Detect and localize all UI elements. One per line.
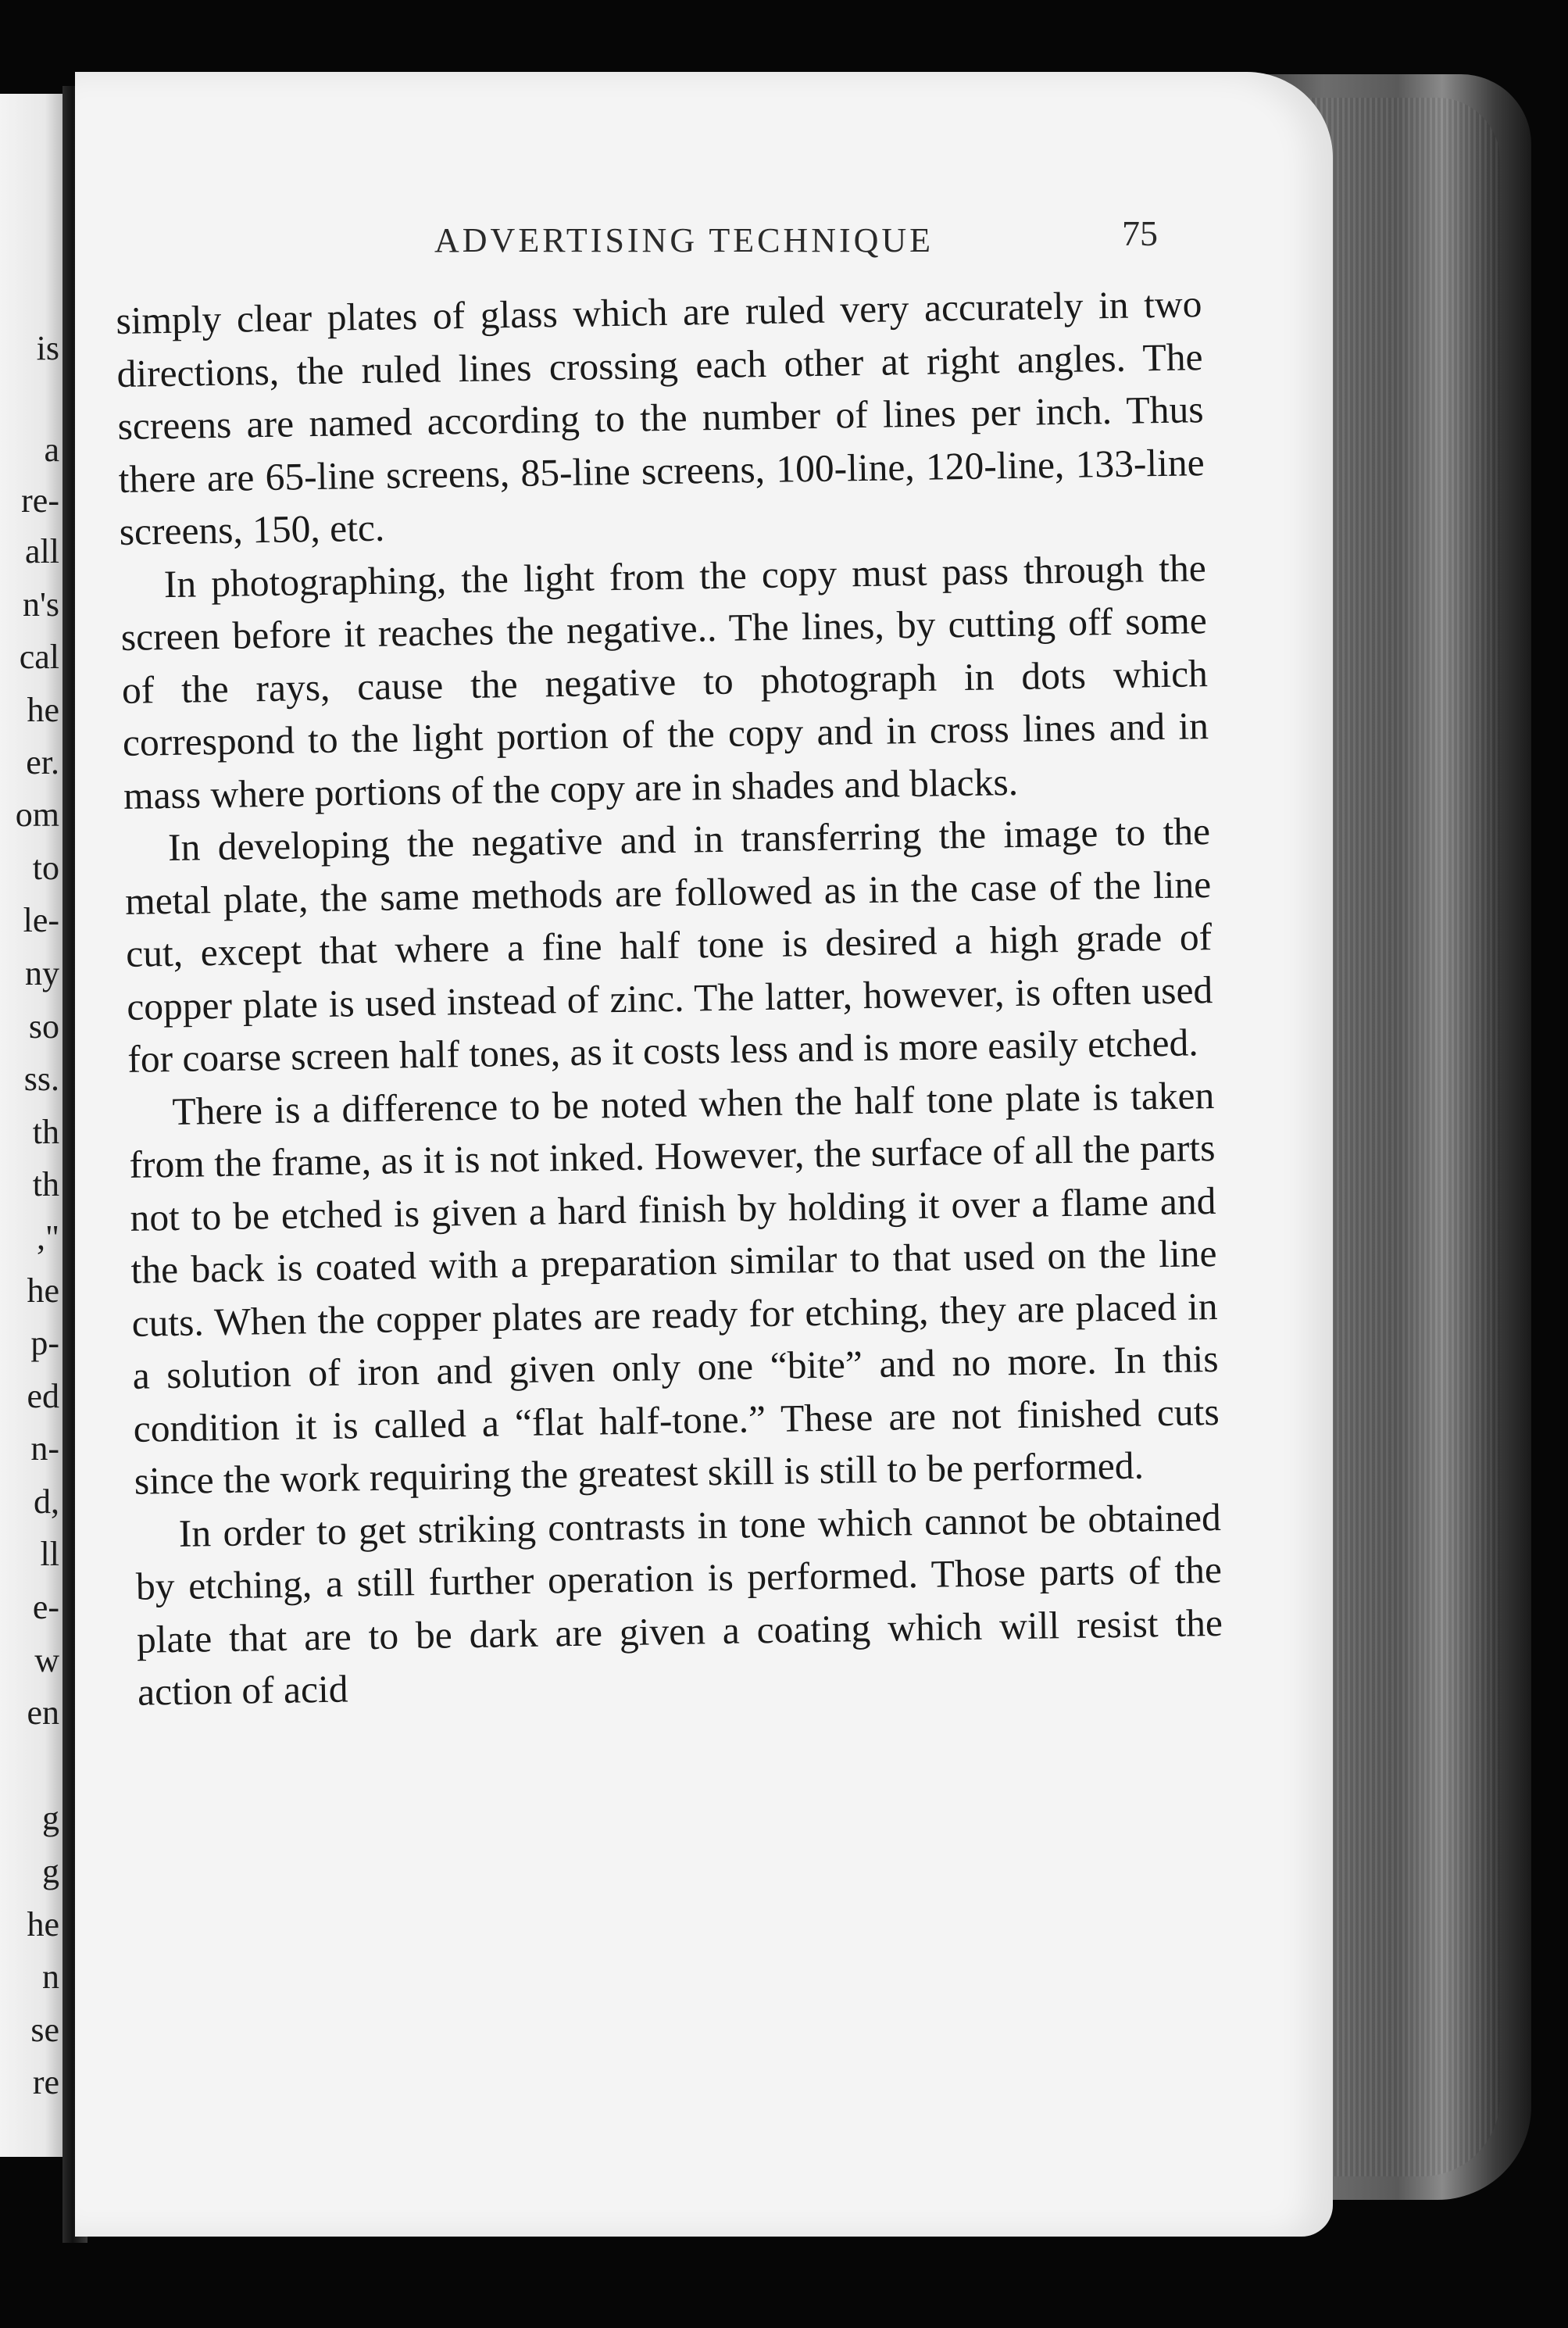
left-page-fragment: so bbox=[28, 1007, 59, 1046]
left-page-fragment: n's bbox=[22, 585, 59, 624]
paragraph: In photographing, the light from the copy must pass through the screen before it reaches the negative.. The lines, by cutting off some of the rays, cause the negative to photograph in dots which correspond to the light portion of the copy and in cross lines and in mass where portions of the copy are in shades and blacks. bbox=[120, 545, 1209, 817]
left-page-fragment: om bbox=[15, 796, 59, 834]
left-page-fragment: to bbox=[32, 849, 59, 887]
left-page-fragment: le- bbox=[23, 901, 59, 939]
paragraph: In developing the negative and in transferring the image to the metal plate, the same methods are followed as in the case of the line cut, except that where a fine half tone is desired a high grade of copper plate is used instead of zinc. The latter, however, is often used for coarse screen half tones, as it costs less and is more easily etched. bbox=[124, 810, 1213, 1081]
left-page-fragment: er. bbox=[26, 743, 59, 781]
page-number: 75 bbox=[1122, 213, 1158, 253]
left-page-fragment: ny bbox=[25, 954, 59, 992]
left-page-fragment: re bbox=[32, 2063, 59, 2101]
left-page-fragment: re- bbox=[21, 481, 59, 520]
left-page-fragment: g bbox=[42, 1799, 59, 1837]
paragraph: In order to get striking contrasts in tone which cannot be obtained by etching, a still further operation is performed. Those parts of the plate that are to be dark are given a coating which will resist the action of acid bbox=[135, 1495, 1223, 1714]
left-page-fragment: all bbox=[25, 532, 59, 570]
left-page-fragment: n- bbox=[30, 1429, 59, 1468]
running-head: ADVERTISING TECHNIQUE bbox=[434, 221, 934, 259]
left-page-fragment: a bbox=[44, 431, 59, 469]
left-page-fragment: ed bbox=[27, 1377, 59, 1415]
left-page-fragment: ll bbox=[40, 1535, 59, 1573]
left-page-fragment: w bbox=[34, 1641, 59, 1679]
left-page-fragment: th bbox=[32, 1165, 59, 1203]
body-text bbox=[116, 277, 1223, 1718]
left-page-fragment: n bbox=[42, 1958, 59, 1996]
book-page bbox=[75, 72, 1333, 2237]
left-page-fragment: e- bbox=[32, 1588, 59, 1626]
left-page-fragment: g bbox=[42, 1852, 59, 1890]
left-page-fragment: p- bbox=[30, 1324, 59, 1362]
left-page-fragment: he bbox=[27, 691, 59, 729]
left-page-fragment: he bbox=[27, 1905, 59, 1944]
previous-page-edge bbox=[0, 94, 64, 2157]
left-page-fragment: en bbox=[27, 1693, 59, 1732]
left-page-fragment: cal bbox=[19, 638, 59, 676]
paragraph: simply clear plates of glass which are ruled very accurately in two directions, the ruled lines crossing each other at right angles. The screens are named according to the number of lines per inch. Thus there are 65-line screens, 85-line screens, 100-line, 120-line, 133-line screens, 150, etc. bbox=[116, 282, 1205, 553]
left-page-fragment: he bbox=[27, 1271, 59, 1310]
left-page-fragment: se bbox=[30, 2011, 59, 2049]
paragraph: There is a difference to be noted when the half tone plate is taken from the frame, as it is not inked. However, the surface of all the parts not to be etched is given a hard finish by holding it over a flame and the back is coated with a preparation similar to that used on the line cuts. When the copper plates are ready for etching, they are placed in a solution of iron and given only one “bite” and no more. In this condition it is called a “flat half-tone.” These are not finished cuts since the work requiring the greatest skill is still to be performed. bbox=[129, 1073, 1220, 1503]
left-page-fragment: th bbox=[32, 1113, 59, 1151]
left-page-fragment: ," bbox=[37, 1218, 59, 1257]
left-page-fragment: ss. bbox=[23, 1060, 59, 1098]
left-page-fragment: is bbox=[36, 329, 59, 367]
left-page-fragment: d, bbox=[34, 1482, 59, 1521]
